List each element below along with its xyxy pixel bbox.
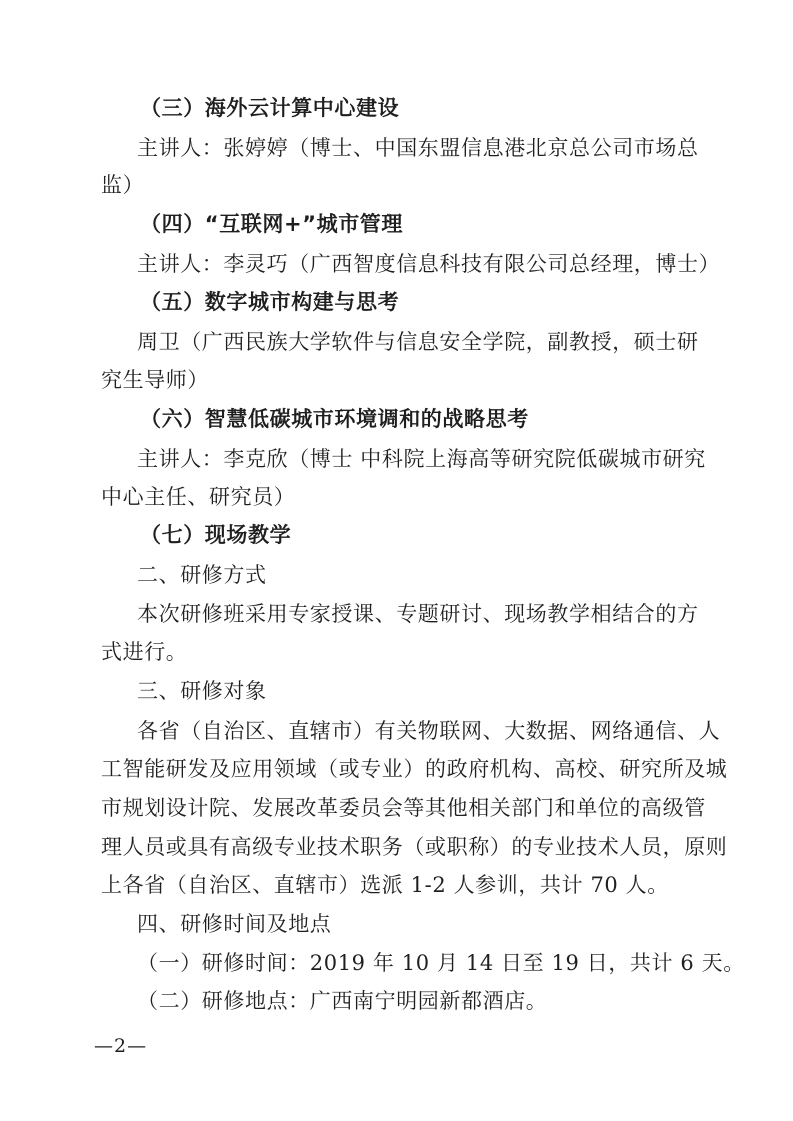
item-3-speaker-line2: 监） — [101, 173, 145, 197]
page-number: —2— — [94, 1035, 148, 1057]
section-2-body-line1: 本次研修班采用专家授课、专题研讨、现场教学相结合的方 — [137, 602, 699, 626]
item-5-speaker-line1: 周卫（广西民族大学软件与信息安全学院，副教授，硕士研 — [137, 330, 699, 354]
section-3-body-line3: 市规划设计院、发展改革委员会等其他相关部门和单位的高级管 — [101, 796, 706, 820]
item-5-speaker-line2: 究生导师） — [101, 368, 209, 392]
section-3-body-line2: 工智能研发及应用领域（或专业）的政府机构、高校、研究所及城 — [101, 757, 728, 781]
section-4-heading: 四、研修时间及地点 — [137, 912, 332, 936]
section-3-body-line1: 各省（自治区、直辖市）有关物联网、大数据、网络通信、人 — [137, 719, 721, 743]
item-4-heading: （四）“互联网+”城市管理 — [140, 212, 403, 236]
item-6-speaker-line2: 中心主任、研究员） — [101, 485, 296, 509]
item-3-heading: （三）海外云计算中心建设 — [140, 96, 400, 120]
section-4-time: （一）研修时间：2019 年 10 月 14 日至 19 日，共计 6 天。 — [137, 951, 745, 975]
section-3-body-line4: 理人员或具有高级专业技术职务（或职称）的专业技术人员，原则 — [101, 835, 728, 859]
item-4-speaker: 主讲人：李灵巧（广西智度信息科技有限公司总经理，博士） — [137, 252, 721, 276]
item-5-heading: （五）数字城市构建与思考 — [140, 290, 400, 314]
item-3-speaker-line1: 主讲人：张婷婷（博士、中国东盟信息港北京总公司市场总 — [137, 136, 699, 160]
section-2-body-line2: 式进行。 — [101, 640, 188, 664]
item-6-heading: （六）智慧低碳城市环境调和的战略思考 — [140, 407, 529, 431]
item-7-heading: （七）现场教学 — [140, 523, 292, 547]
section-2-heading: 二、研修方式 — [137, 563, 267, 587]
item-6-speaker-line1: 主讲人：李克欣（博士 中科院上海高等研究院低碳城市研究 — [137, 447, 706, 471]
section-4-place: （二）研修地点：广西南宁明园新都酒店。 — [137, 989, 548, 1013]
section-3-heading: 三、研修对象 — [137, 679, 267, 703]
section-3-body-line5: 上各省（自治区、直辖市）选派 1-2 人参训，共计 70 人。 — [101, 873, 669, 897]
